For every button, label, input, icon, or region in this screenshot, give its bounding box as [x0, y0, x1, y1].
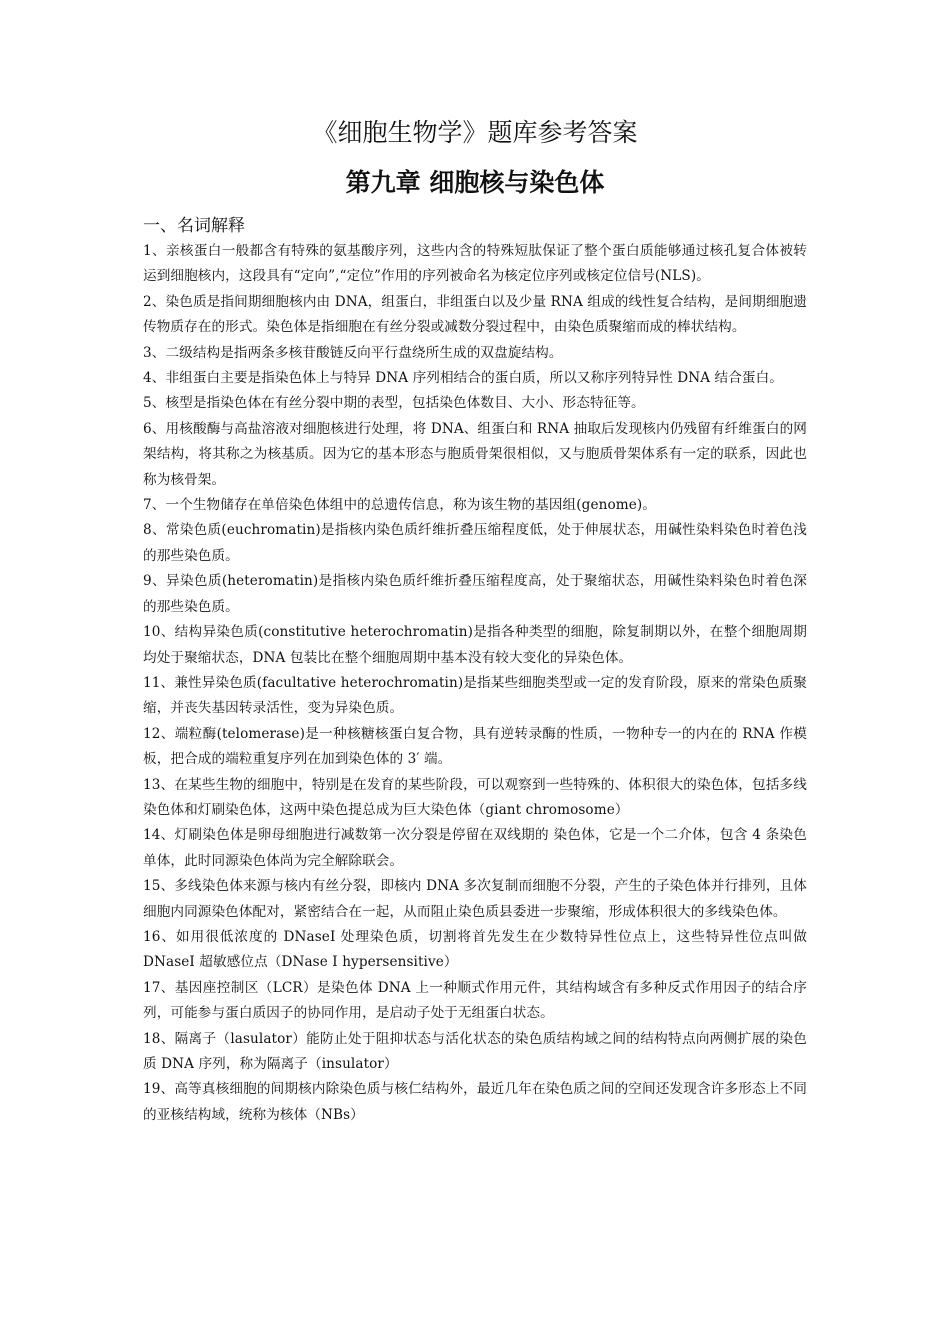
section-heading: 一、名词解释: [143, 216, 245, 236]
definition-entry-10: 10、结构异染色质(constitutive heterochromatin)是指各种类型的细胞，除复制期以外，在整个细胞周期均处于聚缩状态，DNA 包装比在整个细胞周期中基本没有较大变化的异染色体。: [143, 624, 807, 666]
definition-entry-4: 4、非组蛋白主要是指染色体上与特异 DNA 序列相结合的蛋白质，所以又称序列特异性 DNA 结合蛋白。: [143, 370, 784, 387]
definition-entry-9: 9、异染色质(heteromatin)是指核内染色质纤维折叠压缩程度高，处于聚缩状态，用碱性染料染色时着色深的那些染色质。: [143, 573, 807, 615]
definition-entry-6: 6、用核酸酶与高盐溶液对细胞核进行处理，将 DNA、组蛋白和 RNA 抽取后发现核内仍残留有纤维蛋白的网架结构，将其称之为核基质。因为它的基本形态与胞质骨架很相似，又与胞质骨架体系有一定的联系，因此也称为核骨架。: [143, 420, 807, 488]
definition-entry-1: 1、亲核蛋白一般都含有特殊的氨基酸序列，这些内含的特殊短肽保证了整个蛋白质能够通过核孔复合体被转运到细胞核内，这段具有“定向”,“定位”作用的序列被命名为核定位序列或核定位信号(NLS)。: [143, 243, 807, 285]
definition-entry-14: 14、灯刷染色体是卵母细胞进行减数第一次分裂是停留在双线期的 染色体，它是一个二介体，包含 4 条染色单体，此时同源染色体尚为完全解除联会。: [143, 827, 807, 869]
definition-entry-13: 13、在某些生物的细胞中，特别是在发育的某些阶段，可以观察到一些特殊的、体积很大的染色体，包括多线染色体和灯刷染色体，这两中染色提总成为巨大染色体（giant chromosome）: [143, 776, 807, 818]
definition-entry-16: 16、如用很低浓度的 DNaseI 处理染色质，切割将首先发生在少数特异性位点上，这些特异性位点叫做 DNaseI 超敏感位点（DNase I hypersensitive）: [143, 928, 807, 971]
definitions-list: [143, 239, 807, 1128]
definition-entry-2: 2、染色质是指间期细胞核内由 DNA，组蛋白，非组蛋白以及少量 RNA 组成的线性复合结构，是间期细胞遗传物质存在的形式。染色体是指细胞在有丝分裂或减数分裂过程中，由染色质聚缩而成的棒状结构。: [143, 293, 807, 336]
definition-entry-15: 15、多线染色体来源与核内有丝分裂，即核内 DNA 多次复制而细胞不分裂，产生的子染色体并行排列，且体细胞内同源染色体配对，紧密结合在一起，从而阻止染色质县委进一步聚缩，形成体积很大的多线染色体。: [143, 878, 807, 920]
definition-entry-7: 7、一个生物储存在单倍染色体组中的总遗传信息，称为该生物的基因组(genome)。: [143, 497, 656, 514]
definition-entry-8: 8、常染色质(euchromatin)是指核内染色质纤维折叠压缩程度低，处于伸展状态，用碱性染料染色时着色浅的那些染色质。: [143, 522, 807, 564]
definition-entry-18: 18、隔离子（lasulator）能防止处于阻抑状态与活化状态的染色质结构域之间的结构特点向两侧扩展的染色质 DNA 序列，称为隔离子（insulator）: [143, 1030, 807, 1072]
chapter-title: 第九章 细胞核与染色体: [345, 168, 605, 197]
definition-entry-19: 19、高等真核细胞的间期核内除染色质与核仁结构外，最近几年在染色质之间的空间还发现含许多形态上不同的亚核结构域，统称为核体（NBs）: [143, 1081, 807, 1123]
definition-entry-3: 3、二级结构是指两条多核苷酸链反向平行盘绕所生成的双盘旋结构。: [143, 344, 563, 361]
definition-entry-11: 11、兼性异染色质(facultative heterochromatin)是指某些细胞类型或一定的发育阶段，原来的常染色质聚缩，并丧失基因转录活性，变为异染色质。: [143, 674, 807, 717]
definition-entry-5: 5、核型是指染色体在有丝分裂中期的表型，包括染色体数目、大小、形态特征等。: [143, 395, 645, 412]
definition-entry-12: 12、端粒酶(telomerase)是一种核糖核蛋白复合物，具有逆转录酶的性质，一物种专一的内在的 RNA 作模板，把合成的端粒重复序列在加到染色体的 3′ 端。: [143, 725, 807, 768]
definition-entry-17: 17、基因座控制区（LCR）是染色体 DNA 上一种顺式作用元件，其结构域含有多种反式作用因子的结合序列，可能参与蛋白质因子的协同作用，是启动子处于无组蛋白状态。: [143, 979, 807, 1022]
document-title: 《细胞生物学》题库参考答案: [312, 118, 638, 147]
